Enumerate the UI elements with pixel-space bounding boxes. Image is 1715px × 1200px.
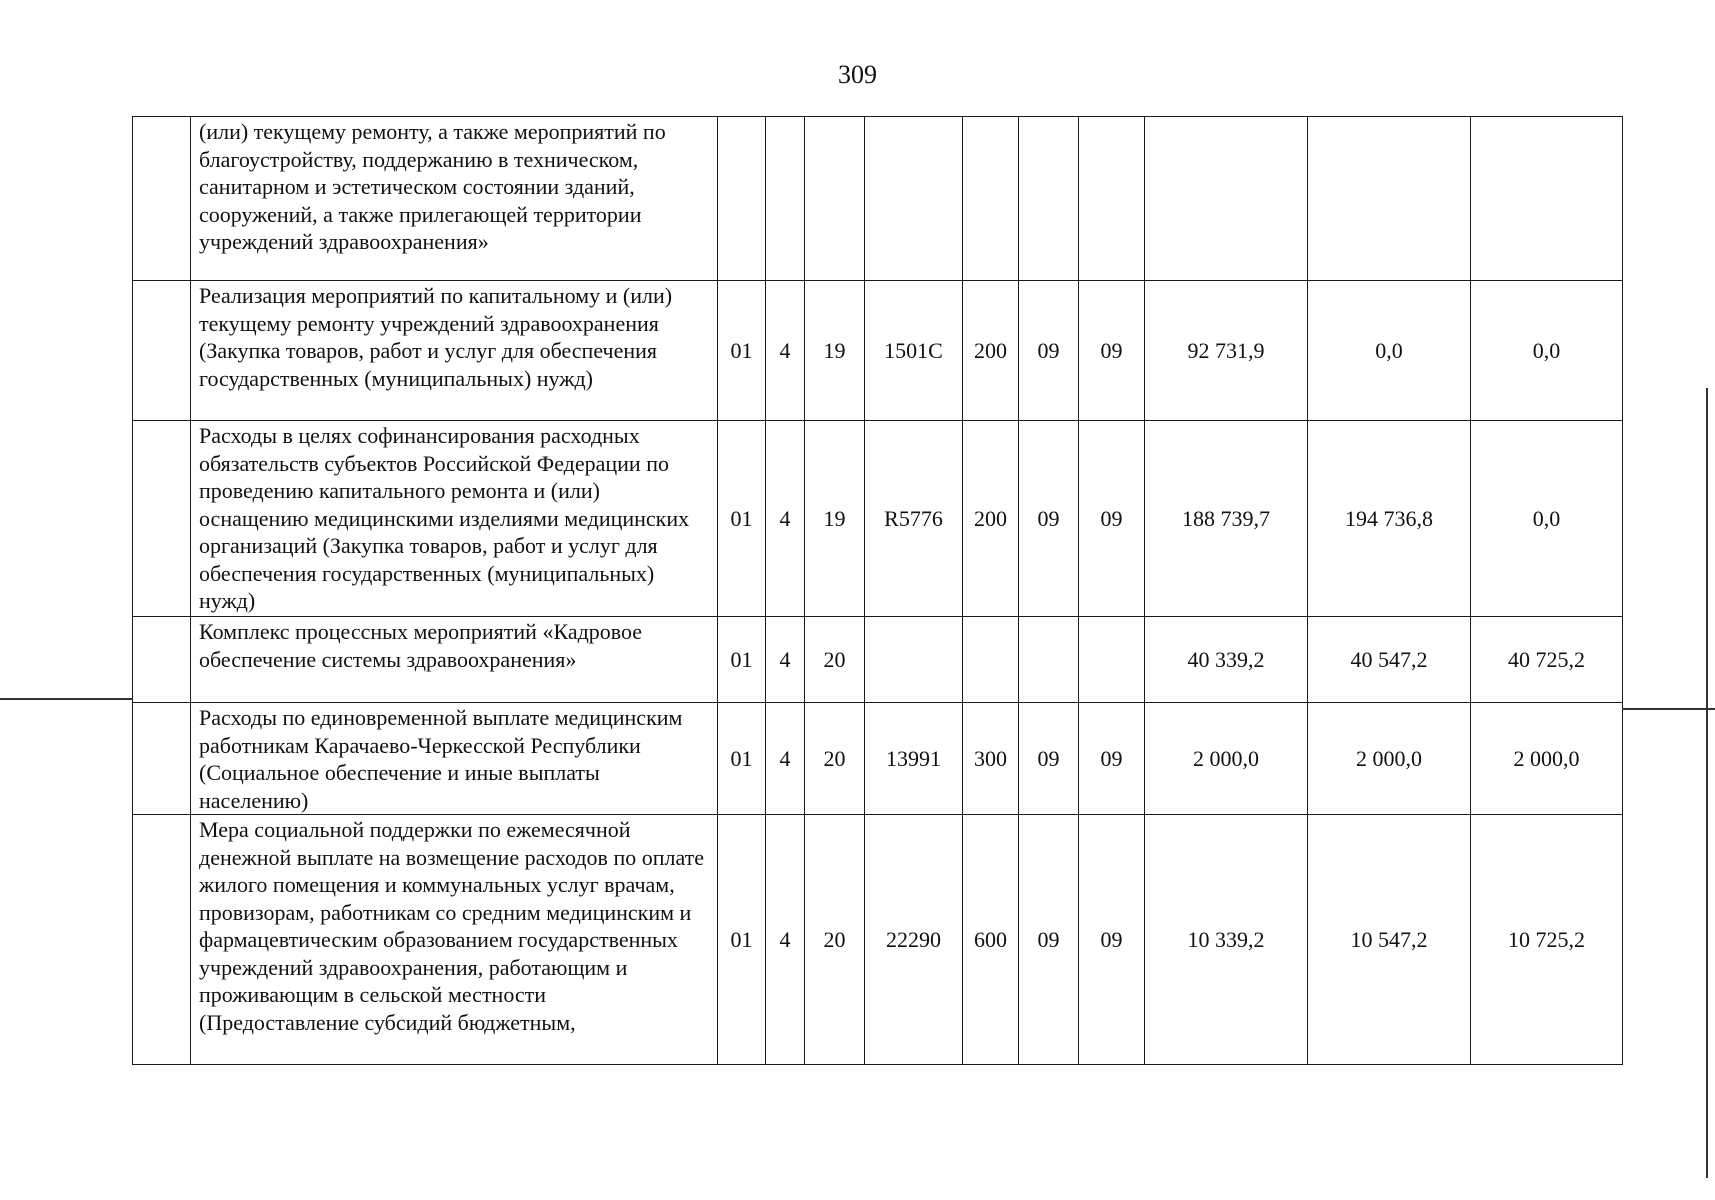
code-cell-1: 01 [718,815,766,1065]
row-number-cell [133,617,191,703]
amount-year-3: 0,0 [1471,281,1623,421]
amount-year-3: 0,0 [1471,421,1623,617]
amount-year-2: 40 547,2 [1308,617,1471,703]
table-row [133,281,1623,421]
code-cell-5 [963,617,1019,703]
amount-year-2: 2 000,0 [1308,703,1471,815]
description-cell: Комплекс процессных мероприятий «Кадровое обеспечение системы здравоохранения» [191,617,718,703]
amount-year-3 [1471,117,1623,281]
code-cell-1: 01 [718,421,766,617]
code-cell-1 [718,117,766,281]
table-row [133,421,1623,617]
description-cell: Расходы по единовременной выплате медицинским работникам Карачаево-Черкесской Республики (Социальное обеспечение и иные выплаты населению) [191,703,718,815]
row-number-cell [133,815,191,1065]
code-cell-7: 09 [1079,703,1145,815]
amount-year-3: 10 725,2 [1471,815,1623,1065]
description-cell: Мера социальной поддержки по ежемесячной денежной выплате на возмещение расходов по оплате жилого помещения и коммунальных услуг врачам, провизорам, работникам со средним медицинским и фармацевтическим образованием государственных учреждений здравоохранения, работающим и проживающим в сельской местности (Предоставление субсидий бюджетным, [191,815,718,1065]
row-number-cell [133,117,191,281]
code-cell-3: 20 [805,617,865,703]
code-cell-2: 4 [766,703,805,815]
code-cell-6: 09 [1019,421,1079,617]
description-cell: Расходы в целях софинансирования расходных обязательств субъектов Российской Федерации по проведению капитального ремонта и (или) оснащению медицинскими изделиями медицинских организаций (Закупка товаров, работ и услуг для обеспечения государственных (муниципальных) нужд) [191,421,718,617]
amount-year-1: 2 000,0 [1145,703,1308,815]
code-cell-6: 09 [1019,281,1079,421]
code-cell-7 [1079,617,1145,703]
code-cell-4 [865,617,963,703]
code-cell-5: 300 [963,703,1019,815]
scan-line-left [0,698,132,700]
amount-year-3: 2 000,0 [1471,703,1623,815]
amount-year-1: 40 339,2 [1145,617,1308,703]
scan-line-right [1622,708,1715,710]
code-cell-3: 20 [805,815,865,1065]
code-cell-2: 4 [766,421,805,617]
code-cell-7 [1079,117,1145,281]
code-cell-2: 4 [766,281,805,421]
scan-line-vertical-right [1706,388,1708,1178]
table-row [133,117,1623,281]
code-cell-2: 4 [766,815,805,1065]
code-cell-4 [865,117,963,281]
budget-table [132,116,1623,1065]
code-cell-4: 13991 [865,703,963,815]
code-cell-6 [1019,617,1079,703]
code-cell-5: 200 [963,281,1019,421]
code-cell-2: 4 [766,617,805,703]
page-number: 309 [838,60,877,89]
amount-year-1 [1145,117,1308,281]
amount-year-2: 10 547,2 [1308,815,1471,1065]
code-cell-1: 01 [718,617,766,703]
amount-year-1: 92 731,9 [1145,281,1308,421]
row-number-cell [133,421,191,617]
code-cell-7: 09 [1079,421,1145,617]
table-row [133,617,1623,703]
table-row [133,703,1623,815]
code-cell-3: 19 [805,421,865,617]
amount-year-2 [1308,117,1471,281]
row-number-cell [133,703,191,815]
amount-year-1: 188 739,7 [1145,421,1308,617]
code-cell-6: 09 [1019,703,1079,815]
code-cell-3 [805,117,865,281]
code-cell-5: 200 [963,421,1019,617]
code-cell-1: 01 [718,703,766,815]
code-cell-5: 600 [963,815,1019,1065]
code-cell-1: 01 [718,281,766,421]
code-cell-4: R5776 [865,421,963,617]
table-row [133,815,1623,1065]
code-cell-7: 09 [1079,815,1145,1065]
code-cell-3: 19 [805,281,865,421]
amount-year-2: 194 736,8 [1308,421,1471,617]
code-cell-4: 1501С [865,281,963,421]
code-cell-7: 09 [1079,281,1145,421]
description-cell: Реализация мероприятий по капитальному и (или) текущему ремонту учреждений здравоохранения (Закупка товаров, работ и услуг для обеспечения государственных (муниципальных) нужд) [191,281,718,421]
code-cell-3: 20 [805,703,865,815]
description-cell: (или) текущему ремонту, а также мероприятий по благоустройству, поддержанию в техническом, санитарном и эстетическом состоянии зданий, сооружений, а также прилегающей территории учреждений здравоохранения» [191,117,718,281]
amount-year-3: 40 725,2 [1471,617,1623,703]
amount-year-2: 0,0 [1308,281,1471,421]
code-cell-4: 22290 [865,815,963,1065]
code-cell-2 [766,117,805,281]
amount-year-1: 10 339,2 [1145,815,1308,1065]
code-cell-6: 09 [1019,815,1079,1065]
row-number-cell [133,281,191,421]
code-cell-6 [1019,117,1079,281]
code-cell-5 [963,117,1019,281]
